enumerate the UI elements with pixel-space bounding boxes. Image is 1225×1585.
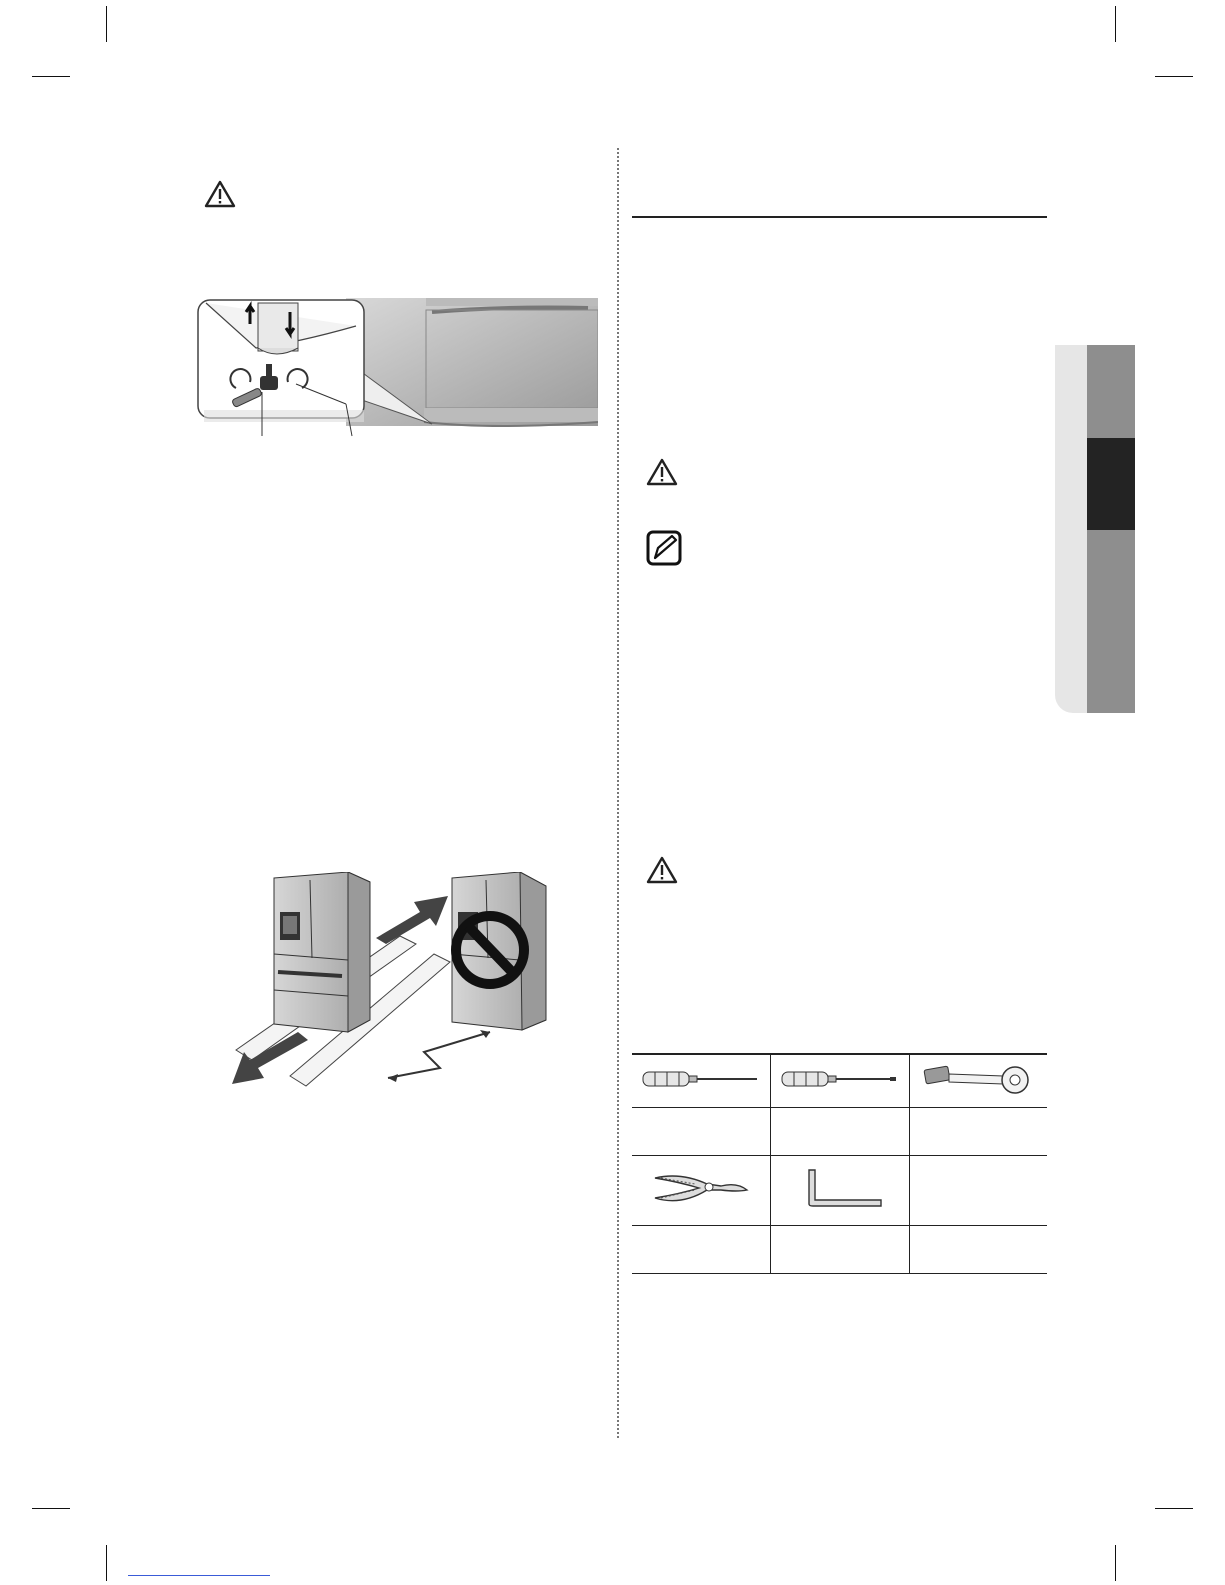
crop-mark [106,1545,107,1581]
column-divider [617,148,619,1438]
crop-mark [1115,1545,1116,1581]
table-cell [632,1226,771,1274]
crop-mark [1115,6,1116,42]
table-cell [771,1054,910,1108]
table-row [632,1156,1047,1226]
crop-mark [106,6,107,42]
link-underline[interactable] [128,1575,270,1576]
table-cell [771,1156,910,1226]
table-cell [771,1108,910,1156]
table-cell [910,1054,1048,1108]
table-cell [910,1156,1048,1226]
note-pencil-icon [646,530,682,566]
leveling-foot-illustration [196,298,598,438]
section-tab-light [1055,345,1090,713]
crop-mark [1155,1508,1193,1509]
table-cell [632,1156,771,1226]
crop-mark [1155,76,1193,77]
moving-fridge-illustration [228,872,590,1100]
table-cell [771,1226,910,1274]
table-cell [632,1054,771,1108]
table-row [632,1108,1047,1156]
section-tab-active [1087,438,1135,530]
allen-wrench-icon [795,1166,885,1210]
warning-triangle-icon [204,180,236,208]
tools-table [632,1053,1047,1274]
section-rule [632,216,1047,218]
warning-triangle-icon [646,856,678,884]
phillips-screwdriver-icon [641,1068,761,1090]
warning-triangle-icon [646,458,678,486]
table-cell [910,1226,1048,1274]
crop-mark [32,76,70,77]
pliers-icon [651,1168,751,1208]
flat-screwdriver-icon [780,1068,900,1090]
table-row [632,1226,1047,1274]
table-row [632,1054,1047,1108]
table-cell [632,1108,771,1156]
table-cell [910,1108,1048,1156]
crop-mark [32,1508,70,1509]
socket-wrench-icon [919,1064,1039,1094]
